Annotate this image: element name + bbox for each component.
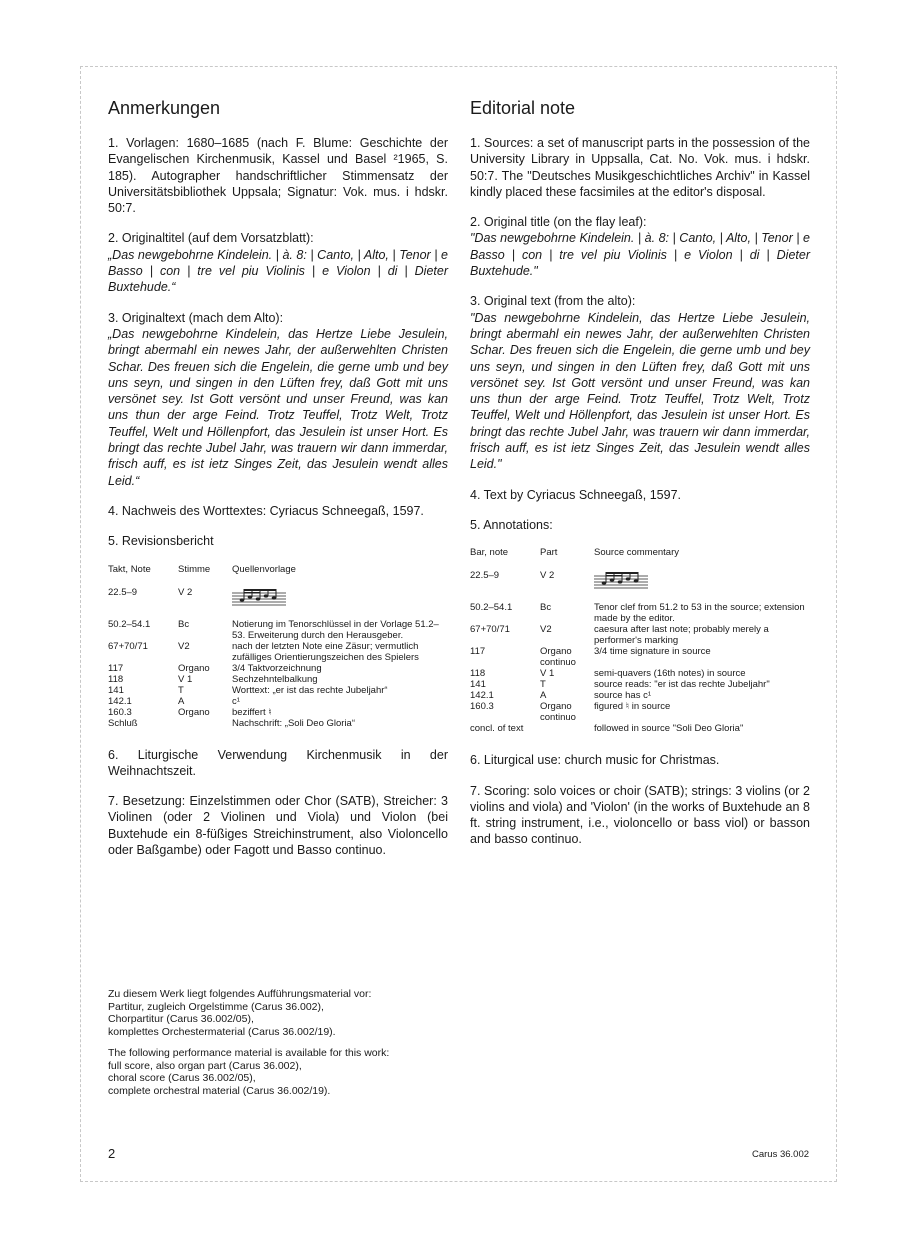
table-cell: T bbox=[178, 684, 184, 696]
table-cell: Organo bbox=[178, 662, 210, 674]
performance-material-info bbox=[108, 988, 468, 1106]
availability-line: full score, also organ part (Carus 36.002), bbox=[108, 1059, 302, 1072]
table-row bbox=[108, 696, 453, 707]
table-cell: Tenor clef from 51.2 to 53 in the source; extension made by the editor. bbox=[594, 602, 805, 625]
german-column bbox=[108, 98, 448, 872]
german-revision-table bbox=[108, 564, 453, 729]
table-cell: V 2 bbox=[540, 570, 555, 582]
german-sources: 1. Vorlagen: 1680–1685 (nach F. Blume: Geschichte der Evangelischen Kirchenmusik, Kassel und Basel ²1965, S. 185). Autographer handschriftlicher Stimmensatz der Universitätsbibliothek Uppsala; Signatur: Vok. mus. i hdskr. 50:7. bbox=[108, 136, 448, 216]
table-cell: V2 bbox=[540, 624, 552, 636]
english-original-text: "Das newgebohrne Kindelein, das Hertze Liebe Jesulein, bringt abermahl ein newes Jahr, der außerwehlten Christen Schar. Des freuen sich die Engelein, die gerne umb und bey uns seyn, und singen in den Lüften frey, daß Gott mit uns versönet sey. Ist Gott versönt und unser Freund, was kan uns thun der arge Feind. Trotz Teuffel, Trotz Welt, Trotz Teuffel, Welt und Höllenpfort, das Jesulein ist unser Hort. Es bringt das rechte Jubel Jahr, was trauern wir dann immerdar, frisch auff, es ist ietz Singes Zeit, das Jesulein wendt alles Leid." bbox=[470, 310, 810, 472]
table-cell: 117 bbox=[108, 662, 124, 674]
table-cell: A bbox=[178, 695, 185, 707]
table-cell: V2 bbox=[178, 640, 190, 652]
table-row bbox=[470, 723, 815, 734]
table-row bbox=[470, 668, 815, 679]
table-row bbox=[108, 587, 453, 619]
table-cell: 67+70/71 bbox=[470, 624, 510, 636]
german-title: Anmerkungen bbox=[108, 98, 221, 118]
table-cell: beziffert ♮ bbox=[232, 706, 272, 718]
german-original-text: „Das newgebohrne Kindelein, das Hertze Liebe Jesulein, bringt abermahl ein newes Jahr, der außerwehlten Christen Schar. Des freuen sich die Engelein, die gerne umb und bey uns seyn, und singen in den Lüften frey, daß Gott mit uns versönet sey. Ist Gott versönt und unser Freund, was kan uns thun der arge Feind. Trotz Teuffel, Trotz Welt, Trotz Teuffel, Welt und Höllenpfort, das Jesulein ist unser Hort. Es bringt das rechte Jubel Jahr, was trauern wir dann immerdar, frisch auff, es ist ietz Singes Zeit, das Jesulein wendt alles Leid.“ bbox=[108, 326, 448, 488]
table-row bbox=[470, 701, 815, 723]
table-header: Quellenvorlage bbox=[232, 563, 296, 575]
table-header-row bbox=[470, 547, 815, 570]
table-cell: V 1 bbox=[178, 673, 193, 685]
availability-line: komplettes Orchestermaterial (Carus 36.002/19). bbox=[108, 1025, 336, 1038]
german-liturgical-use: 6. Liturgische Verwendung Kirchenmusik in der Weihnachtszeit. bbox=[108, 747, 448, 778]
table-cell: figured ♮ in source bbox=[594, 701, 671, 713]
table-cell: 141 bbox=[470, 679, 486, 691]
table-header: Part bbox=[540, 547, 558, 559]
german-revision-heading: 5. Revisionsbericht bbox=[108, 534, 214, 549]
availability-line: complete orchestral material (Carus 36.002/19). bbox=[108, 1084, 331, 1097]
english-liturgical-use: 6. Liturgical use: church music for Christmas. bbox=[470, 753, 720, 768]
table-cell: c¹ bbox=[232, 695, 240, 707]
table-header: Takt, Note bbox=[108, 563, 151, 575]
table-cell: 117 bbox=[470, 646, 486, 658]
table-cell: 50.2–54.1 bbox=[470, 602, 513, 614]
table-cell bbox=[178, 718, 232, 729]
table-cell: 118 bbox=[108, 673, 124, 685]
table-cell: source has c¹ bbox=[594, 690, 652, 702]
table-cell: Schluß bbox=[108, 717, 138, 729]
table-cell: 22.5–9 bbox=[470, 570, 500, 582]
table-cell: concl. of text bbox=[470, 723, 524, 735]
availability-line: choral score (Carus 36.002/05), bbox=[108, 1072, 256, 1084]
english-text-source: 4. Text by Cyriacus Schneegaß, 1597. bbox=[470, 487, 681, 502]
table-cell: 3/4 time signature in source bbox=[594, 646, 711, 658]
catalog-number: Carus 36.002 bbox=[752, 1149, 810, 1160]
table-row bbox=[470, 679, 815, 690]
performance-material-german bbox=[108, 988, 468, 1038]
table-cell: 160.3 bbox=[108, 706, 132, 718]
table-header: Source commentary bbox=[594, 547, 680, 559]
english-annotations-heading: 5. Annotations: bbox=[470, 517, 553, 532]
table-row bbox=[470, 602, 815, 624]
availability-line: Chorpartitur (Carus 36.002/05), bbox=[108, 1013, 254, 1025]
table-row bbox=[108, 674, 453, 685]
table-cell: Organo continuo bbox=[540, 701, 576, 724]
page-number: 2 bbox=[108, 1146, 116, 1161]
table-row bbox=[470, 624, 815, 646]
table-cell bbox=[540, 723, 594, 734]
german-text-heading: 3. Originaltext (mach dem Alto): bbox=[108, 310, 284, 325]
table-cell: Nachschrift: „Soli Deo Gloria“ bbox=[232, 717, 356, 729]
availability-line: Zu diesem Werk liegt folgendes Aufführungsmaterial vor: bbox=[108, 988, 372, 1000]
table-cell: caesura after last note; probably merely a performer's marking bbox=[594, 624, 769, 647]
table-cell: 141 bbox=[108, 684, 124, 696]
german-scoring: 7. Besetzung: Einzelstimmen oder Chor (SATB), Streicher: 3 Violinen (oder 2 Violinen und Viola) und Violon (bei Buxtehude ein 8-füßiges Streichinstrument, also Violoncello oder Baßgambe) oder Fagott und Basso continuo. bbox=[108, 794, 448, 858]
english-title: Editorial note bbox=[470, 98, 576, 118]
music-notation-example bbox=[232, 587, 453, 619]
table-cell: Bc bbox=[178, 618, 190, 630]
table-row bbox=[108, 718, 453, 729]
table-cell: T bbox=[540, 679, 546, 691]
table-header-row bbox=[108, 564, 453, 587]
table-cell: semi-quavers (16th notes) in source bbox=[594, 668, 746, 680]
table-cell: 22.5–9 bbox=[108, 586, 138, 598]
table-cell: 118 bbox=[470, 668, 486, 680]
table-cell: A bbox=[540, 690, 547, 702]
table-row bbox=[108, 619, 453, 641]
english-column bbox=[470, 98, 810, 862]
english-annotations-table bbox=[470, 547, 815, 734]
table-cell: Notierung im Tenorschlüssel in der Vorlage 51.2–53. Erweiterung durch den Herausgeber. bbox=[232, 618, 439, 641]
german-original-title: „Das newgebohrne Kindelein. | à. 8: | Canto, | Alto, | Tenor | e Basso | con | tre vel piu Violinis | e Violon | di | Dieter Buxtehude.“ bbox=[108, 247, 448, 295]
music-notes-image bbox=[594, 570, 648, 592]
table-cell: Worttext: „er ist das rechte Jubeljahr“ bbox=[232, 684, 388, 696]
music-notation-example bbox=[594, 570, 815, 602]
table-cell: 50.2–54.1 bbox=[108, 618, 151, 630]
german-text-source: 4. Nachweis des Worttextes: Cyriacus Schneegaß, 1597. bbox=[108, 503, 424, 518]
english-text-heading: 3. Original text (from the alto): bbox=[470, 294, 636, 309]
availability-line: Partitur, zugleich Orgelstimme (Carus 36.002), bbox=[108, 1000, 324, 1013]
table-row bbox=[470, 690, 815, 701]
table-cell: 142.1 bbox=[470, 690, 494, 702]
table-header: Bar, note bbox=[470, 547, 509, 559]
table-header: Stimme bbox=[178, 563, 211, 575]
german-title-heading: 2. Originaltitel (auf dem Vorsatzblatt): bbox=[108, 231, 314, 246]
table-row bbox=[108, 641, 453, 663]
performance-material-english bbox=[108, 1047, 468, 1097]
table-row bbox=[470, 570, 815, 602]
table-cell: Organo bbox=[178, 706, 210, 718]
english-original-title: "Das newgebohrne Kindelein. | à. 8: | Canto, | Alto, | Tenor | e Basso | con | tre vel piu Violinis | e Violon | di | Dieter Buxtehude." bbox=[470, 231, 810, 279]
english-title-heading: 2. Original title (on the flay leaf): bbox=[470, 215, 647, 230]
table-cell: 160.3 bbox=[470, 701, 494, 713]
table-cell: Organo continuo bbox=[540, 646, 576, 669]
availability-line: The following performance material is available for this work: bbox=[108, 1047, 390, 1059]
table-cell: followed in source "Soli Deo Gloria" bbox=[594, 723, 744, 735]
table-cell: 67+70/71 bbox=[108, 640, 148, 652]
table-row bbox=[108, 663, 453, 674]
table-cell: source reads: "er ist das rechte Jubeljahr" bbox=[594, 679, 770, 691]
table-cell: Sechzehntelbalkung bbox=[232, 673, 318, 685]
table-cell: 142.1 bbox=[108, 695, 132, 707]
table-cell: 3/4 Taktvorzeichnung bbox=[232, 662, 322, 674]
music-notes-image bbox=[232, 587, 286, 609]
table-row bbox=[108, 707, 453, 718]
table-cell: nach der letzten Note eine Zäsur; vermutlich zufälliges Orientierungszeichen des Spielers bbox=[232, 640, 419, 663]
english-sources: 1. Sources: a set of manuscript parts in the possession of the University Library in Uppsalla, Cat. No. Vok. mus. i hdskr. 50:7. The "Deutsches Musikgeschichtliches Archiv" in Kassel kindly placed these facsimiles at the editor's disposal. bbox=[470, 136, 810, 199]
table-cell: V 1 bbox=[540, 668, 555, 680]
english-scoring: 7. Scoring: solo voices or choir (SATB); strings: 3 violins (or 2 violins and viola) and 'Violon' (in the works of Buxtehude an 8 ft. string instrument, i.e., violoncello or bass viol) or basson and basso continuo. bbox=[470, 783, 810, 847]
table-cell: Bc bbox=[540, 602, 552, 614]
table-row bbox=[108, 685, 453, 696]
table-row bbox=[470, 646, 815, 668]
table-cell: V 2 bbox=[178, 586, 193, 598]
